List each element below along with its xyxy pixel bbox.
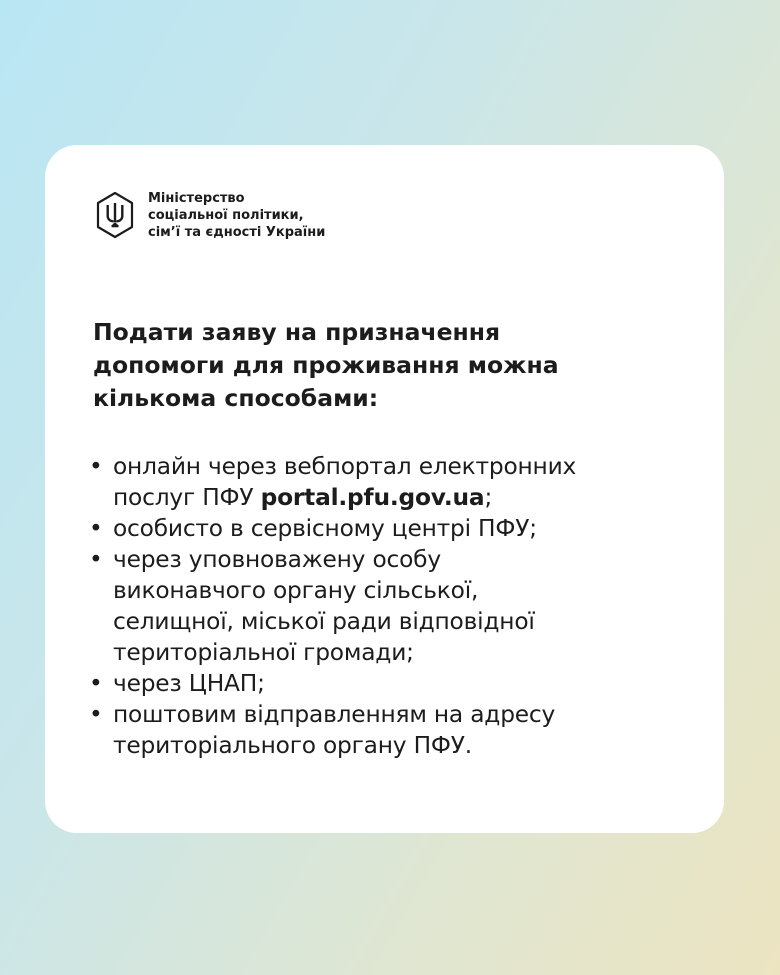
bullet-icon: • <box>89 453 103 480</box>
ministry-name-line: соціальної політики, <box>148 207 304 223</box>
ministry-name <box>148 190 325 241</box>
method-online <box>89 451 709 513</box>
method-text: онлайн через вебпортал електронних <box>113 453 577 480</box>
method-text: поштовим відправленням на адресу <box>113 701 556 728</box>
application-methods-list <box>89 451 709 761</box>
method-text: через ЦНАП; <box>113 670 265 697</box>
ministry-logo <box>93 189 325 241</box>
title-line: допомоги для проживання можна <box>93 351 559 379</box>
method-post <box>89 699 709 761</box>
page-title <box>93 316 693 415</box>
method-text: послуг ПФУ <box>113 484 261 511</box>
info-card <box>45 145 724 833</box>
method-text: особисто в сервісному центрі ПФУ; <box>113 515 537 542</box>
method-text: територіального органу ПФУ. <box>113 732 472 759</box>
method-text-line <box>113 482 576 513</box>
method-text: виконавчого органу сільської, <box>113 577 479 604</box>
method-cnap <box>89 668 709 699</box>
method-text: територіальної громади; <box>113 639 414 666</box>
method-authorized-person <box>89 544 709 668</box>
title-line: Подати заяву на призначення <box>93 318 501 346</box>
trident-hexagon-icon <box>93 189 137 241</box>
portal-link[interactable]: portal.pfu.gov.ua <box>260 484 485 511</box>
bullet-icon: • <box>89 515 103 542</box>
bullet-icon: • <box>89 546 103 573</box>
title-line: кількома способами: <box>93 384 379 412</box>
ministry-name-line: Міністерство <box>148 190 245 206</box>
method-text: через уповноважену особу <box>113 546 441 573</box>
method-text: селищної, міської ради відповідної <box>113 608 535 635</box>
bullet-icon: • <box>89 670 103 697</box>
method-text: ; <box>484 484 493 511</box>
method-in-person <box>89 513 709 544</box>
ministry-name-line: сім’ї та єдності України <box>148 224 326 240</box>
bullet-icon: • <box>89 701 103 728</box>
